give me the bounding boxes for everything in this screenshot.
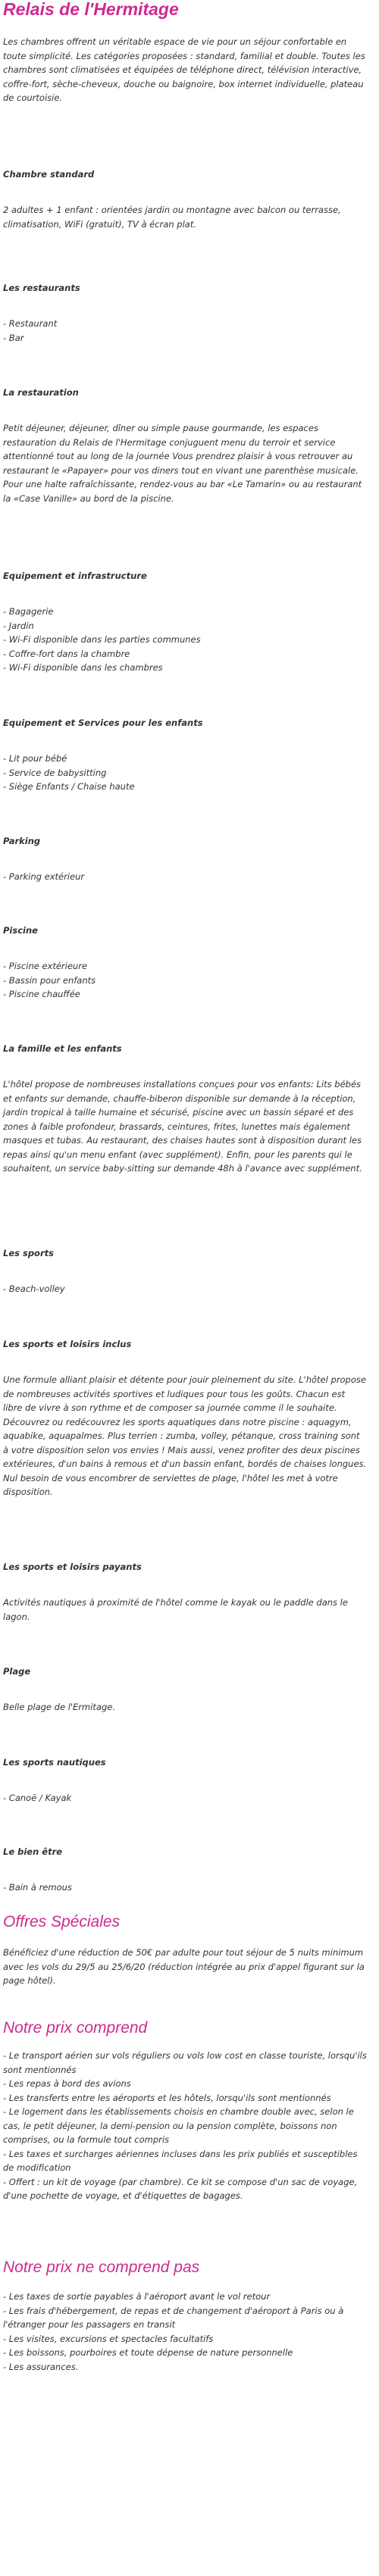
section-heading: Equipement et Services pour les enfants: [3, 717, 203, 728]
list-item: - Les frais d'hébergement, de repas et de changement d'aéroport à Paris ou à l'étranger pour les passagers en transit: [3, 2305, 344, 2330]
section-restauration: [3, 386, 367, 399]
hotel-intro: Les chambres offrent un véritable espace de vie pour un séjour confortable en toute simplicité. Les catégories proposées : standard, familial et double. Toutes les chambres sont climatisées et équipées de téléphone direct, télévision interactive, coffre-fort, sèche-cheveux, douche ou baignoire, box internet individuelle, plateau de courtoisie.: [3, 36, 365, 103]
list-item: - Jardin: [3, 620, 34, 631]
section-heading: Les sports nautiques: [3, 1757, 106, 1768]
list-item: - Lit pour bébé: [3, 753, 67, 764]
list-item: - Wi-Fi disponible dans les parties communes: [3, 634, 201, 645]
ne-comprend-list: [3, 2290, 367, 2374]
list-item: - Bain à remous: [3, 1882, 72, 1893]
section-text: 2 adultes + 1 enfant : orientées jardin ou montagne avec balcon ou terrasse, climatisation, WiFi (gratuit), TV à écran plat.: [3, 205, 341, 230]
section-heading: Les sports: [3, 1248, 54, 1258]
section-sports-nautiques: [3, 1756, 367, 1768]
list-item: - Service de babysitting: [3, 767, 107, 778]
ne-comprend-title: Notre prix ne comprend pas: [3, 2259, 200, 2276]
section-text: Activités nautiques à proximité de l'hôtel comme le kayak ou le paddle dans le lagon.: [3, 1597, 348, 1622]
list-item: - Le logement dans les établissements choisis en chambre double avec, selon le cas, le petit déjeuner, la demi-pension ou la pension complète, boissons non comprises, ou la formule tout compris: [3, 2106, 354, 2145]
section-heading: La restauration: [3, 387, 79, 398]
list-item: - Les boissons, pourboires et toute dépense de nature personnelle: [3, 2347, 293, 2358]
section-loisirs-inclus: [3, 1338, 367, 1350]
offres-text: Bénéficiez d'une réduction de 50€ par adulte pour tout séjour de 5 nuits minimum avec les vols du 29/5 au 25/6/20 (réduction intégrée au prix d'appel figurant sur la page hôtel).: [3, 1947, 365, 1986]
section-restaurants: [3, 282, 367, 294]
piscine-list: [3, 959, 367, 1002]
hotel-title: Relais de l'Hermitage: [3, 0, 179, 19]
section-sports: [3, 1247, 367, 1259]
list-item: - Le transport aérien sur vols réguliers ou vols low cost en classe touriste, lorsqu'ils sont mentionnés: [3, 2050, 367, 2075]
list-item: - Beach-volley: [3, 1283, 65, 1294]
list-item: - Bar: [3, 332, 24, 343]
section-plage: [3, 1665, 367, 1677]
section-heading: Chambre standard: [3, 169, 95, 180]
list-item: - Canoë / Kayak: [3, 1793, 72, 1803]
list-item: - Coffre-fort dans la chambre: [3, 648, 130, 659]
list-item: - Bagagerie: [3, 606, 54, 617]
section-heading: Piscine: [3, 925, 38, 936]
list-item: - Les transferts entre les aéroports et les hôtels, lorsqu'ils sont mentionnés: [3, 2092, 331, 2103]
list-item: - Piscine extérieure: [3, 961, 88, 971]
list-item: - Les visites, excursions et spectacles facultatifs: [3, 2333, 214, 2344]
section-heading: Plage: [3, 1666, 31, 1677]
parking-list: [3, 870, 367, 884]
offres-title: Offres Spéciales: [3, 1913, 121, 1930]
section-heading: Parking: [3, 836, 41, 846]
comprend-list: [3, 2049, 367, 2203]
section-piscine: [3, 924, 367, 936]
sports-list: [3, 1282, 367, 1296]
section-text: Petit déjeuner, déjeuner, dîner ou simple pause gourmande, les espaces restauration du Relais de l'Hermitage conjuguent menu du terroir et service attentionné tout au long de la journée Vous prendrez plaisir à vous retrouver au restaurant le «Papayer» pour vos diners tout en vivant une parenthèse musicale. Pour une halte rafraîchissante, rendez-vous au bar «Le Tamarin» ou au restaurant la «Case Vanille» au bord de la piscine.: [3, 423, 362, 504]
list-item: - Les assurances.: [3, 2361, 79, 2372]
list-item: - Parking extérieur: [3, 871, 85, 882]
bien-etre-list: [3, 1880, 367, 1895]
equipement-list: [3, 605, 367, 675]
section-heading: Equipement et infrastructure: [3, 571, 147, 581]
section-heading: Les sports et loisirs payants: [3, 1562, 142, 1572]
section-famille: [3, 1043, 367, 1055]
section-loisirs-payants: [3, 1561, 367, 1573]
section-heading: Les restaurants: [3, 283, 80, 293]
list-item: - Les taxes et surcharges aériennes incluses dans les prix publiés et susceptibles de modification: [3, 2148, 358, 2173]
sports-nautiques-list: [3, 1791, 367, 1805]
list-item: - Offert : un kit de voyage (par chambre). Ce kit se compose d'un sac de voyage, d'une pochette de voyage, et d'étiquettes de bagages.: [3, 2176, 358, 2201]
services-enfants-list: [3, 752, 367, 794]
list-item: - Les taxes de sortie payables à l'aéroport avant le vol retour: [3, 2291, 271, 2302]
section-heading: Les sports et loisirs inclus: [3, 1339, 132, 1349]
list-item: - Piscine chauffée: [3, 989, 80, 999]
section-heading: La famille et les enfants: [3, 1043, 122, 1054]
section-text: Belle plage de l'Ermitage.: [3, 1702, 116, 1712]
comprend-title: Notre prix comprend: [3, 2019, 148, 2037]
section-services-enfants: [3, 717, 367, 729]
section-text: Une formule alliant plaisir et détente pour jouir pleinement du site. L'hôtel propose de nombreuses activités sportives et ludiques pour tous les goûts. Chacun est libre de vivre à son rythme et de composer sa journée comme il le souhaite. Découvrez ou redécouvrez les sports aquatiques dans notre piscine : aquagym, aquabike, aquapalmes. Plus terrien : zumba, volley, pétanque, cross training sont à votre disposition selon vos envies ! Mais aussi, venez profiter des deux piscines extérieures, d'un bains à remous et d'un bassin enfant, bordés de chaises longues. Nul besoin de vous encombrer de serviettes de plage, l'hôtel les met à votre disposition.: [3, 1374, 367, 1497]
section-equipement: [3, 570, 367, 582]
restaurants-list: [3, 317, 367, 345]
list-item: - Siège Enfants / Chaise haute: [3, 781, 135, 792]
list-item: - Restaurant: [3, 318, 58, 329]
section-chambre-standard: [3, 168, 367, 180]
section-bien-etre: [3, 1846, 367, 1858]
section-text: L'hôtel propose de nombreuses installations conçues pour vos enfants: Lits bébés et enfants sur demande, chauffe-biberon disponible sur demande à la réception, jardin tropical à taille humaine et sécurisé, piscine avec un bassin séparé et des zones à faible profondeur, brassards, ceintures, frites, lunettes mais également masques et tubas. Au restaurant, des chaises hautes sont à disposition durant les repas ainsi qu'un menu enfant (avec supplément). Enfin, pour les parents qui le souhaitent, un service baby-sitting sur demande 48h à l'avance avec supplément.: [3, 1079, 362, 1174]
section-parking: [3, 835, 367, 847]
list-item: - Les repas à bord des avions: [3, 2078, 131, 2089]
section-heading: Le bien être: [3, 1846, 63, 1857]
list-item: - Wi-Fi disponible dans les chambres: [3, 662, 163, 673]
list-item: - Bassin pour enfants: [3, 974, 96, 986]
